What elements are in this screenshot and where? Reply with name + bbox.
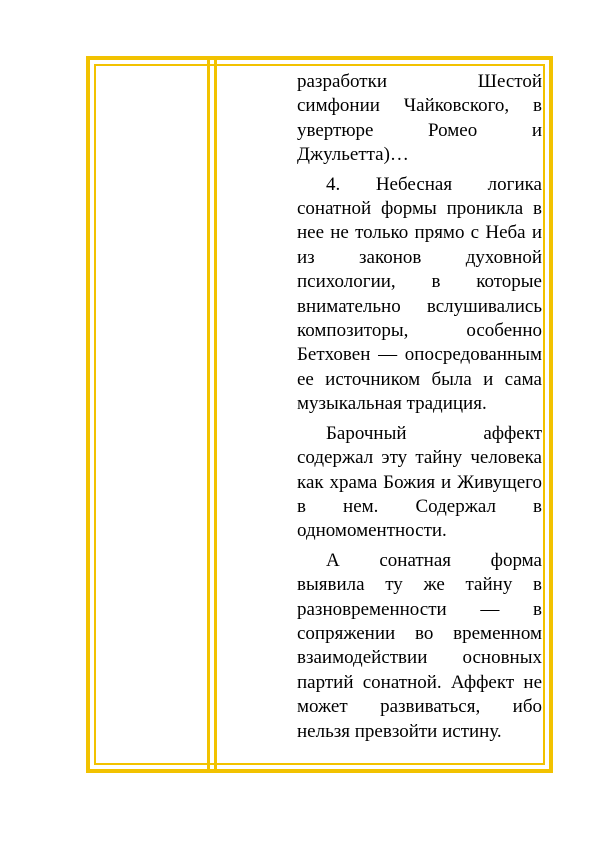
paragraph-continued: разработки Шестой симфонии Чайковского, в увертюре Ромео и Джульетта)… [297, 71, 542, 166]
paragraph-sonata-form: А сонатная форма выявила ту же тайну в разновременности — в сопряжении во временном взаимодействии основных партий сонатной. Аффект не может развиваться, ибо нельзя превзойти истину. [297, 549, 542, 742]
paragraph-baroque-affect: Барочный аффект содержал эту тайну человека как храма Божия и Живущего в нем. Содержал в одномоментности. [297, 422, 542, 542]
paragraph-4: 4. Небесная логика сонатной формы проникла в нее не только прямо с Неба и из законов духовной психологии, в которые внимательно вслушивались композиторы, особенно Бетховен — опосредованным ее источником была и сама музыкальная традиция. [297, 173, 542, 415]
column-divider [207, 56, 217, 773]
text-column [297, 70, 542, 772]
